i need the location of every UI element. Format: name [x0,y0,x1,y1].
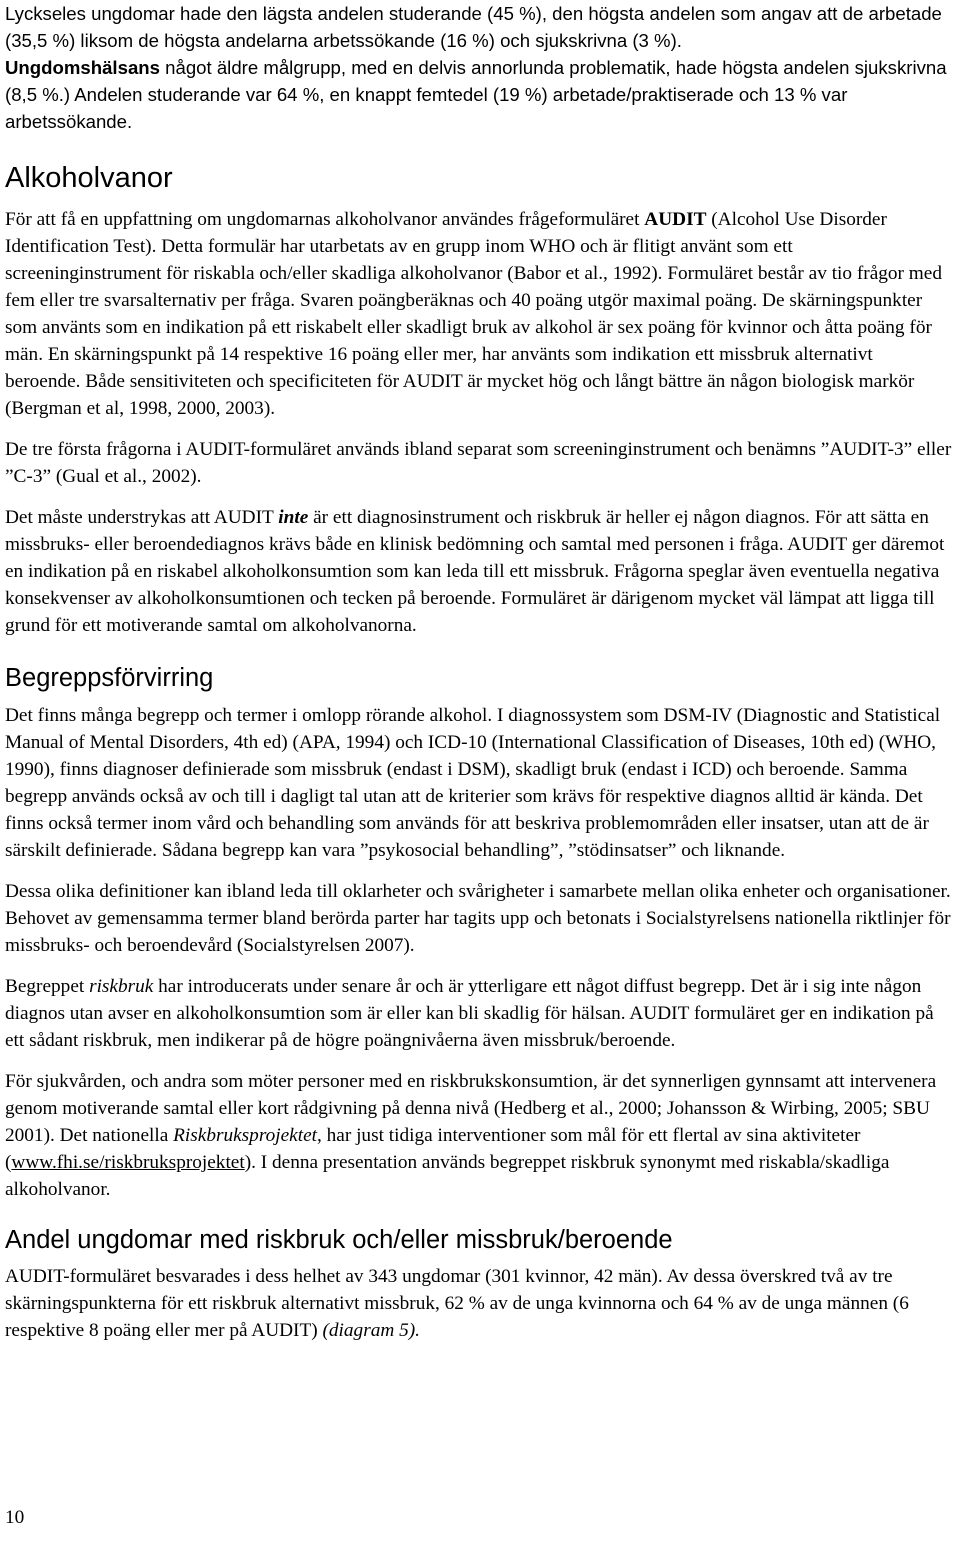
intro-paragraph-2 [5,54,953,135]
alkoholvanor-p1-end: (Alcohol Use Disorder Identification Test). Detta formulär har utarbetats av en grupp inom WHO och är flitigt använt som ett screeninginstrument för riskabla och/eller skadliga alkoholvanor (Babor et al., 1992). Formuläret består av tio frågor med fem eller tre svarsalternativ per fråga. Svaren poängberäknas och 40 poäng utgör maximal poäng. De skärningspunkter som använts som en indikation på ett riskabelt eller skadligt bruk av alkohol är sex poäng för kvinnor och åtta poäng för män. En skärningspunkt på 14 respektive 16 poäng eller mer, har använts som indikation ett missbruk alternativt beroende. Både sensitiviteten och specificiteten för AUDIT är mycket hög och långt bättre än någon biologisk markör (Bergman et al, 1998, 2000, 2003). [5,209,942,419]
begrepp-p4-middle: , har just tidiga interventioner som mål för ett flertal av sina aktiviteter ( [5,1125,861,1173]
intro-paragraph-2-rest: något äldre målgrupp, med en delvis annorlunda problematik, hade högsta andelen sjukskrivna (8,5 %.) Andelen studerande var 64 %, en knappt femtedel (19 %) arbetade/praktiserade och 13 % var arbetssökande. [5,57,947,132]
alkoholvanor-p3-start: Det måste understrykas att AUDIT [5,507,279,528]
begrepp-p3-start: Begreppet [5,976,90,997]
document-page [5,0,953,1344]
begrepp-p3-end: har introducerats under senare år och är ytterligare ett något diffust begrepp. Det är i sig inte någon diagnos utan avser en alkoholkonsumtion som är eller kan bli skadlig för hälsan. AUDIT formuläret ger en indikation på ett sådant riskbruk, men indikerar på de högre poängnivåerna även missbruk/beroende. [5,976,934,1051]
begrepp-p4-start: För sjukvården, och andra som möter personer med en riskbrukskonsumtion, är det synnerligen gynnsamt att intervenera genom motiverande samtal eller kort rådgivning på denna nivå (Hedberg et al., 2000; Johansson & Wirbing, 2005; SBU 2001). Det nationella [5,1071,937,1146]
alkoholvanor-paragraph-3 [5,504,953,639]
andel-paragraph-1 [5,1263,953,1344]
heading-andel-ungdomar: Andel ungdomar med riskbruk och/eller missbruk/beroende [5,1226,673,1254]
riskbruksprojektet-emphasis: Riskbruksprojektet [173,1125,317,1146]
audit-bold: AUDIT [644,209,707,230]
begrepp-paragraph-3 [5,973,953,1054]
riskbruk-emphasis: riskbruk [89,976,154,997]
alkoholvanor-paragraph-2: De tre första frågorna i AUDIT-formuläret används ibland separat som screeninginstrument och benämns ”AUDIT-3” eller ”C-3” (Gual et al., 2002). [5,439,952,487]
heading-begreppsforvirring: Begreppsförvirring [5,664,214,692]
heading-alkoholvanor: Alkoholvanor [5,162,173,194]
alkoholvanor-paragraph-1 [5,206,953,422]
begrepp-paragraph-4 [5,1068,953,1203]
diagram-reference: (diagram 5). [322,1320,420,1341]
begrepp-paragraph-1: Det finns många begrepp och termer i omlopp rörande alkohol. I diagnossystem som DSM-IV (Diagnostic and Statistical Manual of Mental Disorders, 4th ed) (APA, 1994) och ICD-10 (International Classification of Diseases, 10th ed) (WHO, 1990), finns diagnoser definierade som missbruk (endast i DSM), skadligt bruk (endast i ICD) och beroende. Samma begrepp används också av och till i dagligt tal utan att de kriterier som krävs för respektive diagnos alltid är kända. Det finns också termer inom vård och behandling som används för att beskriva problemområden eller insatser, utan att de är särskilt definierade. Sådana begrepp kan vara ”psykosocial behandling”, ”stödinsatser” och liknande. [5,705,941,861]
fhi-link[interactable]: www.fhi.se/riskbruksprojektet [11,1152,245,1173]
andel-p1-text: AUDIT-formuläret besvarades i dess helhet av 343 ungdomar (301 kvinnor, 42 män). Av dessa överskred två av tre skärningspunkterna för ett riskbruk alternativt missbruk, 62 % av de unga kvinnorna och 64 % av de unga männen (6 respektive 8 poäng eller mer på AUDIT) [5,1266,909,1341]
page-number: 10 [5,1507,25,1528]
begrepp-paragraph-2: Dessa olika definitioner kan ibland leda till oklarheter och svårigheter i samarbete mellan olika enheter och organisationer. Behovet av gemensamma termer bland berörda parter har tagits upp och betonats i Socialstyrelsens nationella riktlinjer för missbruks- och beroendevård (Socialstyrelsen 2007). [5,881,951,956]
inte-emphasis: inte [278,507,309,528]
begrepp-p4-end: ). I denna presentation används begreppet riskbruk synonymt med riskabla/skadliga alkoholvanor. [5,1152,890,1200]
alkoholvanor-p1-start: För att få en uppfattning om ungdomarnas alkoholvanor användes frågeformuläret [5,209,645,230]
ungdomshalsan-bold: Ungdomshälsans [5,57,160,78]
intro-paragraph-1: Lyckseles ungdomar hade den lägsta andelen studerande (45 %), den högsta andelen som angav att de arbetade (35,5 %) liksom de högsta andelarna arbetssökande (16 %) och sjukskrivna (3 %). [5,3,942,51]
alkoholvanor-p3-end: är ett diagnosinstrument och riskbruk är heller ej någon diagnos. För att sätta en missbruks- eller beroendediagnos krävs både en klinisk bedömning och samtal med personen i fråga. AUDIT ger däremot en indikation på en riskabel alkoholkonsumtion som kan leda till ett missbruk. Frågorna speglar även eventuella negativa konsekvenser av alkoholkonsumtionen och tecken på beroende. Formuläret är därigenom mycket väl lämpat att ligga till grund för ett motiverande samtal om alkoholvanorna. [5,507,945,636]
